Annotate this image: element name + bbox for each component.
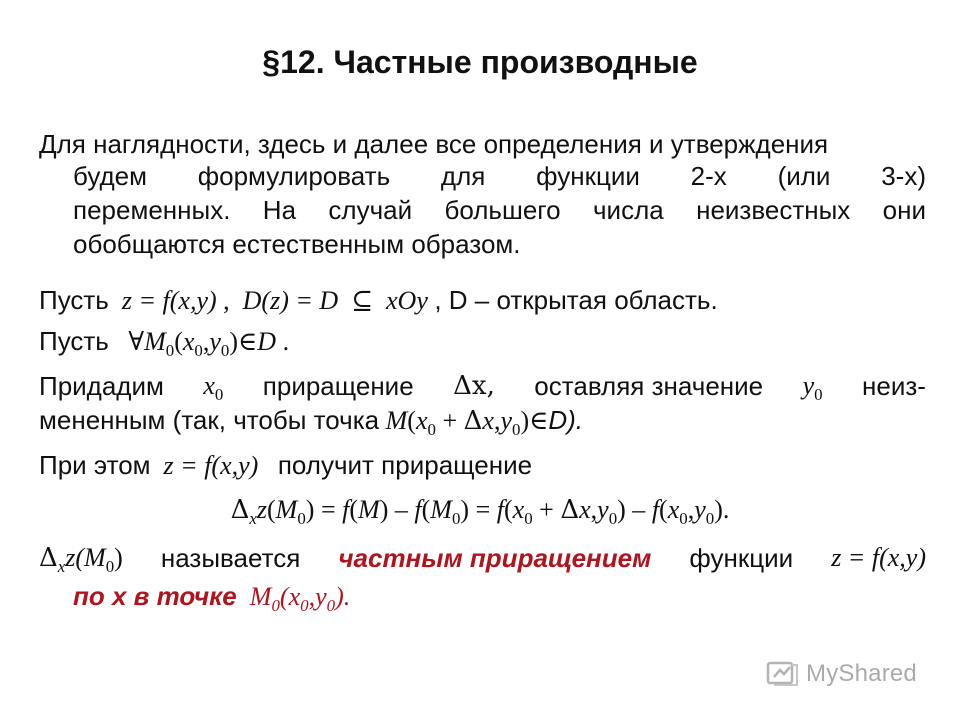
increment-text: оставляя значение [534,371,764,401]
domain-description: , D – открытая область. [434,285,718,315]
myshared-logo-icon [766,659,800,689]
watermark [766,656,917,692]
function-word: функции [689,543,794,573]
intro-line-1: Для наглядности, здесь и далее все определения и утверждения [39,129,829,159]
intro-line-2: будем формулировать для функции 2-х (или 3-х) [73,161,926,191]
point-name: M [385,406,408,435]
element-of-symbol: ∈ [238,327,258,357]
delta-x: Δx, [453,371,495,401]
increment-text: Придадим [39,371,164,401]
function-expression: z = f(x,y) [163,451,259,480]
increment-text: D). [548,405,584,435]
plane-name: xOy [386,286,428,315]
period: . [282,327,290,356]
delta-symbol: Δ [39,543,58,573]
subscript: 0 [220,340,230,360]
domain-expression: D(z) = D [242,286,339,315]
intro-line-3: переменных. На случай большего числа неизвестных они [73,195,926,225]
function-expression: z = f(x,y) [121,286,217,315]
increment-line-2: мененным (так, чтобы точка $M(x_0$ + $\Delta x,y_0)\in D$). [39,405,584,439]
then-prefix: При этом [39,450,151,480]
domain-name: D [257,327,277,356]
subscript: 0 [165,340,175,360]
then-suffix: получит приращение [277,450,533,480]
term-by-x-at-point: по x в точке [73,581,237,611]
increment-text: приращение [262,371,414,401]
increment-text: мененным (так, чтобы точка [39,405,380,435]
increment-line-1 [39,370,926,402]
function-increment: z(M [65,543,106,572]
definition-line-2: по x в точке $M_0(x_0,y_0)$. [73,581,351,615]
function-expression: z = f(x,y) [831,543,926,572]
var-x: x [182,327,195,356]
let-word: Пусть [39,285,109,315]
increment-text: неиз- [862,371,926,401]
subset-symbol: ⊆ [351,286,373,316]
then-line [39,449,532,482]
page-title: §12. Частные производные [262,44,698,80]
definition-verb: называется [160,543,301,573]
let-word: Пусть [39,326,109,356]
watermark-text: MyShared [806,660,917,687]
subscript: 0 [814,384,823,404]
var-y: y [802,371,815,400]
term-partial-increment: частным приращением [338,543,652,573]
forall-symbol: ∀ [128,327,145,357]
var-x: x [57,556,66,576]
point-name: M [249,582,272,611]
definition-line-1: $\Delta_xz(M_0)$ называется частным приращением функции z = f(x,y) [39,543,926,576]
subscript: 0 [214,384,224,404]
let-point-line: Пусть $\forall M_0(x_0,y_0)\in D$ . [39,326,290,360]
var-y: y [209,327,221,356]
let-function-line: Пусть z = f(x,y) , D(z) = D ⊆ xOy , D – открытая область. [39,285,718,316]
subscript: 0 [194,340,203,360]
var-x: x [203,371,215,400]
point-name: M [144,327,166,356]
increment-formula: $\Delta_xz(M_0) = f(M) - f(M_0) = f(x_0 + \Delta x,y_0) - f(x_0,y_0)$. [230,495,730,528]
intro-line-4: обобщаются естественным образом. [73,229,521,259]
